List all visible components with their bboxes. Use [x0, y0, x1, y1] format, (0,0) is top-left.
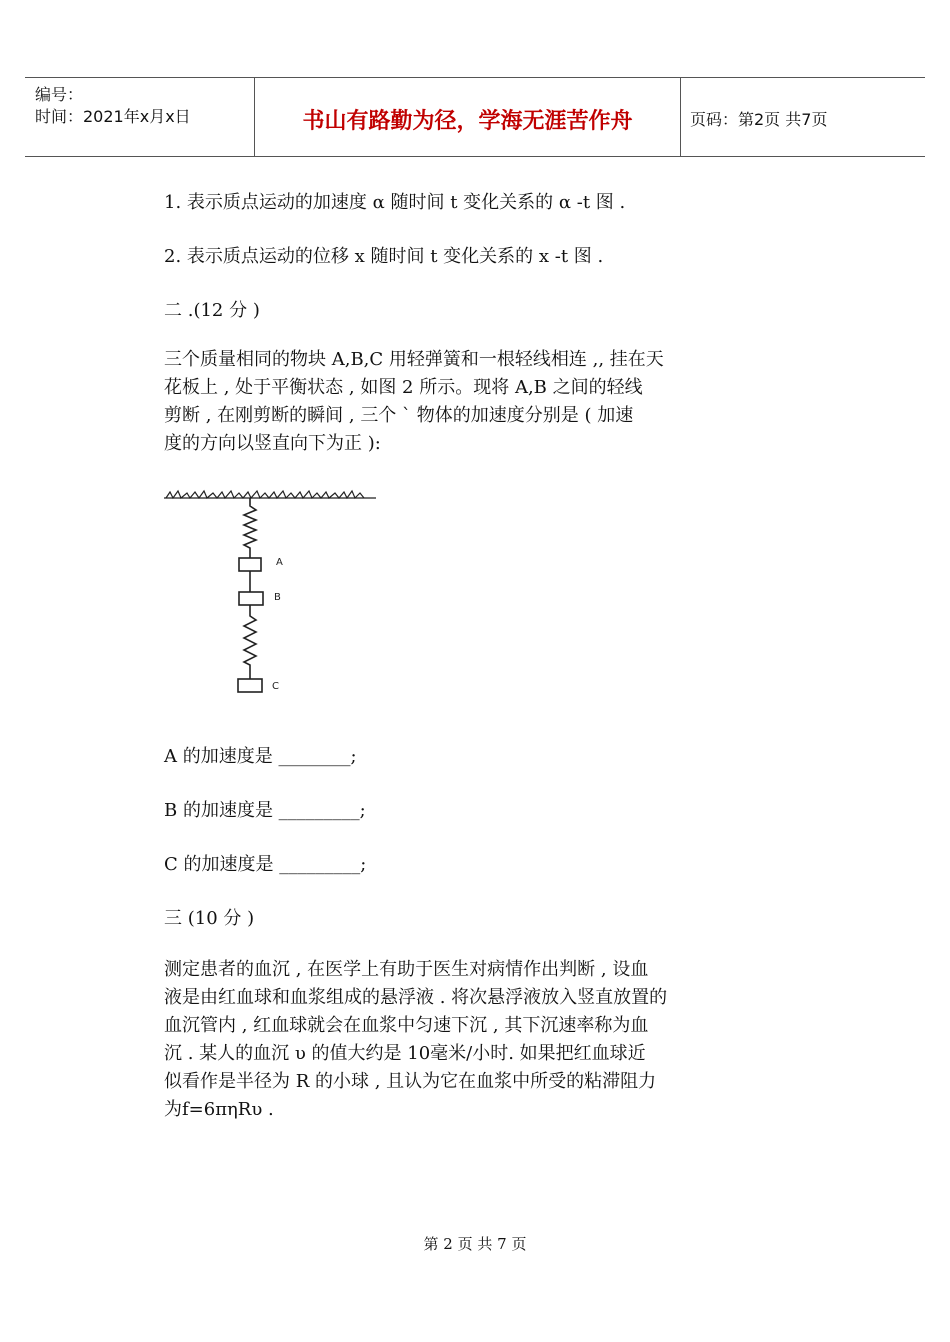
text-line: 剪断 , 在刚剪断的瞬间 , 三个 ` 物体的加速度分别是 ( 加速	[164, 405, 634, 426]
spring-block-figure	[162, 484, 382, 698]
section-3-text	[164, 956, 794, 1124]
section-2-text	[164, 346, 794, 458]
label-c: C	[272, 681, 279, 692]
section-2-title: 二 .(12 分 )	[164, 300, 260, 321]
answer-b: B 的加速度是 _________;	[164, 800, 366, 821]
block-a	[239, 558, 261, 571]
ceiling	[164, 491, 376, 498]
label-b: B	[274, 592, 281, 603]
text-line: 血沉管内 , 红血球就会在血浆中匀速下沉 , 其下沉速率称为血	[164, 1015, 649, 1036]
number-label: 编号：	[35, 85, 84, 104]
top-spring	[244, 498, 256, 558]
answer-c: C 的加速度是 _________;	[164, 854, 367, 875]
label-a: A	[276, 557, 283, 568]
header-meta	[35, 84, 191, 128]
question-item-2: 2. 表示质点运动的位移 x 随时间 t 变化关系的 x -t 图 .	[164, 246, 604, 267]
block-c	[238, 679, 262, 692]
text-line: 三个质量相同的物块 A,B,C 用轻弹簧和一根轻线相连 ,, 挂在天	[164, 349, 664, 370]
text-line: 为f=6πηRυ .	[164, 1099, 274, 1120]
section-3-title: 三 (10 分 )	[164, 908, 255, 929]
bottom-spring	[244, 605, 256, 679]
text-line: 液是由红血球和血浆组成的悬浮液 . 将次悬浮液放入竖直放置的	[164, 987, 668, 1008]
page-header	[25, 77, 925, 157]
header-page-label: 页码：第2页 共7页	[690, 110, 828, 129]
header-divider	[680, 78, 681, 156]
text-line: 测定患者的血沉 , 在医学上有助于医生对病情作出判断 , 设血	[164, 959, 649, 980]
answer-a: A 的加速度是 ________;	[164, 746, 357, 767]
text-line: 沉 . 某人的血沉 υ 的值大约是 10毫米/小时. 如果把红血球近	[164, 1043, 646, 1064]
page-footer: 第 2 页 共 7 页	[423, 1235, 527, 1253]
text-line: 度的方向以竖直向下为正 ):	[164, 433, 381, 454]
text-line: 似看作是半径为 R 的小球 , 且认为它在血浆中所受的粘滞阻力	[164, 1071, 657, 1092]
header-motto: 书山有路勤为径，学海无涯苦作舟	[302, 109, 633, 134]
block-b	[239, 592, 263, 605]
text-line: 花板上 , 处于平衡状态 , 如图 2 所示。现将 A,B 之间的轻线	[164, 377, 643, 398]
time-label: 时间：2021年x月x日	[35, 107, 191, 126]
question-item-1: 1. 表示质点运动的加速度 α 随时间 t 变化关系的 α -t 图 .	[164, 192, 626, 213]
